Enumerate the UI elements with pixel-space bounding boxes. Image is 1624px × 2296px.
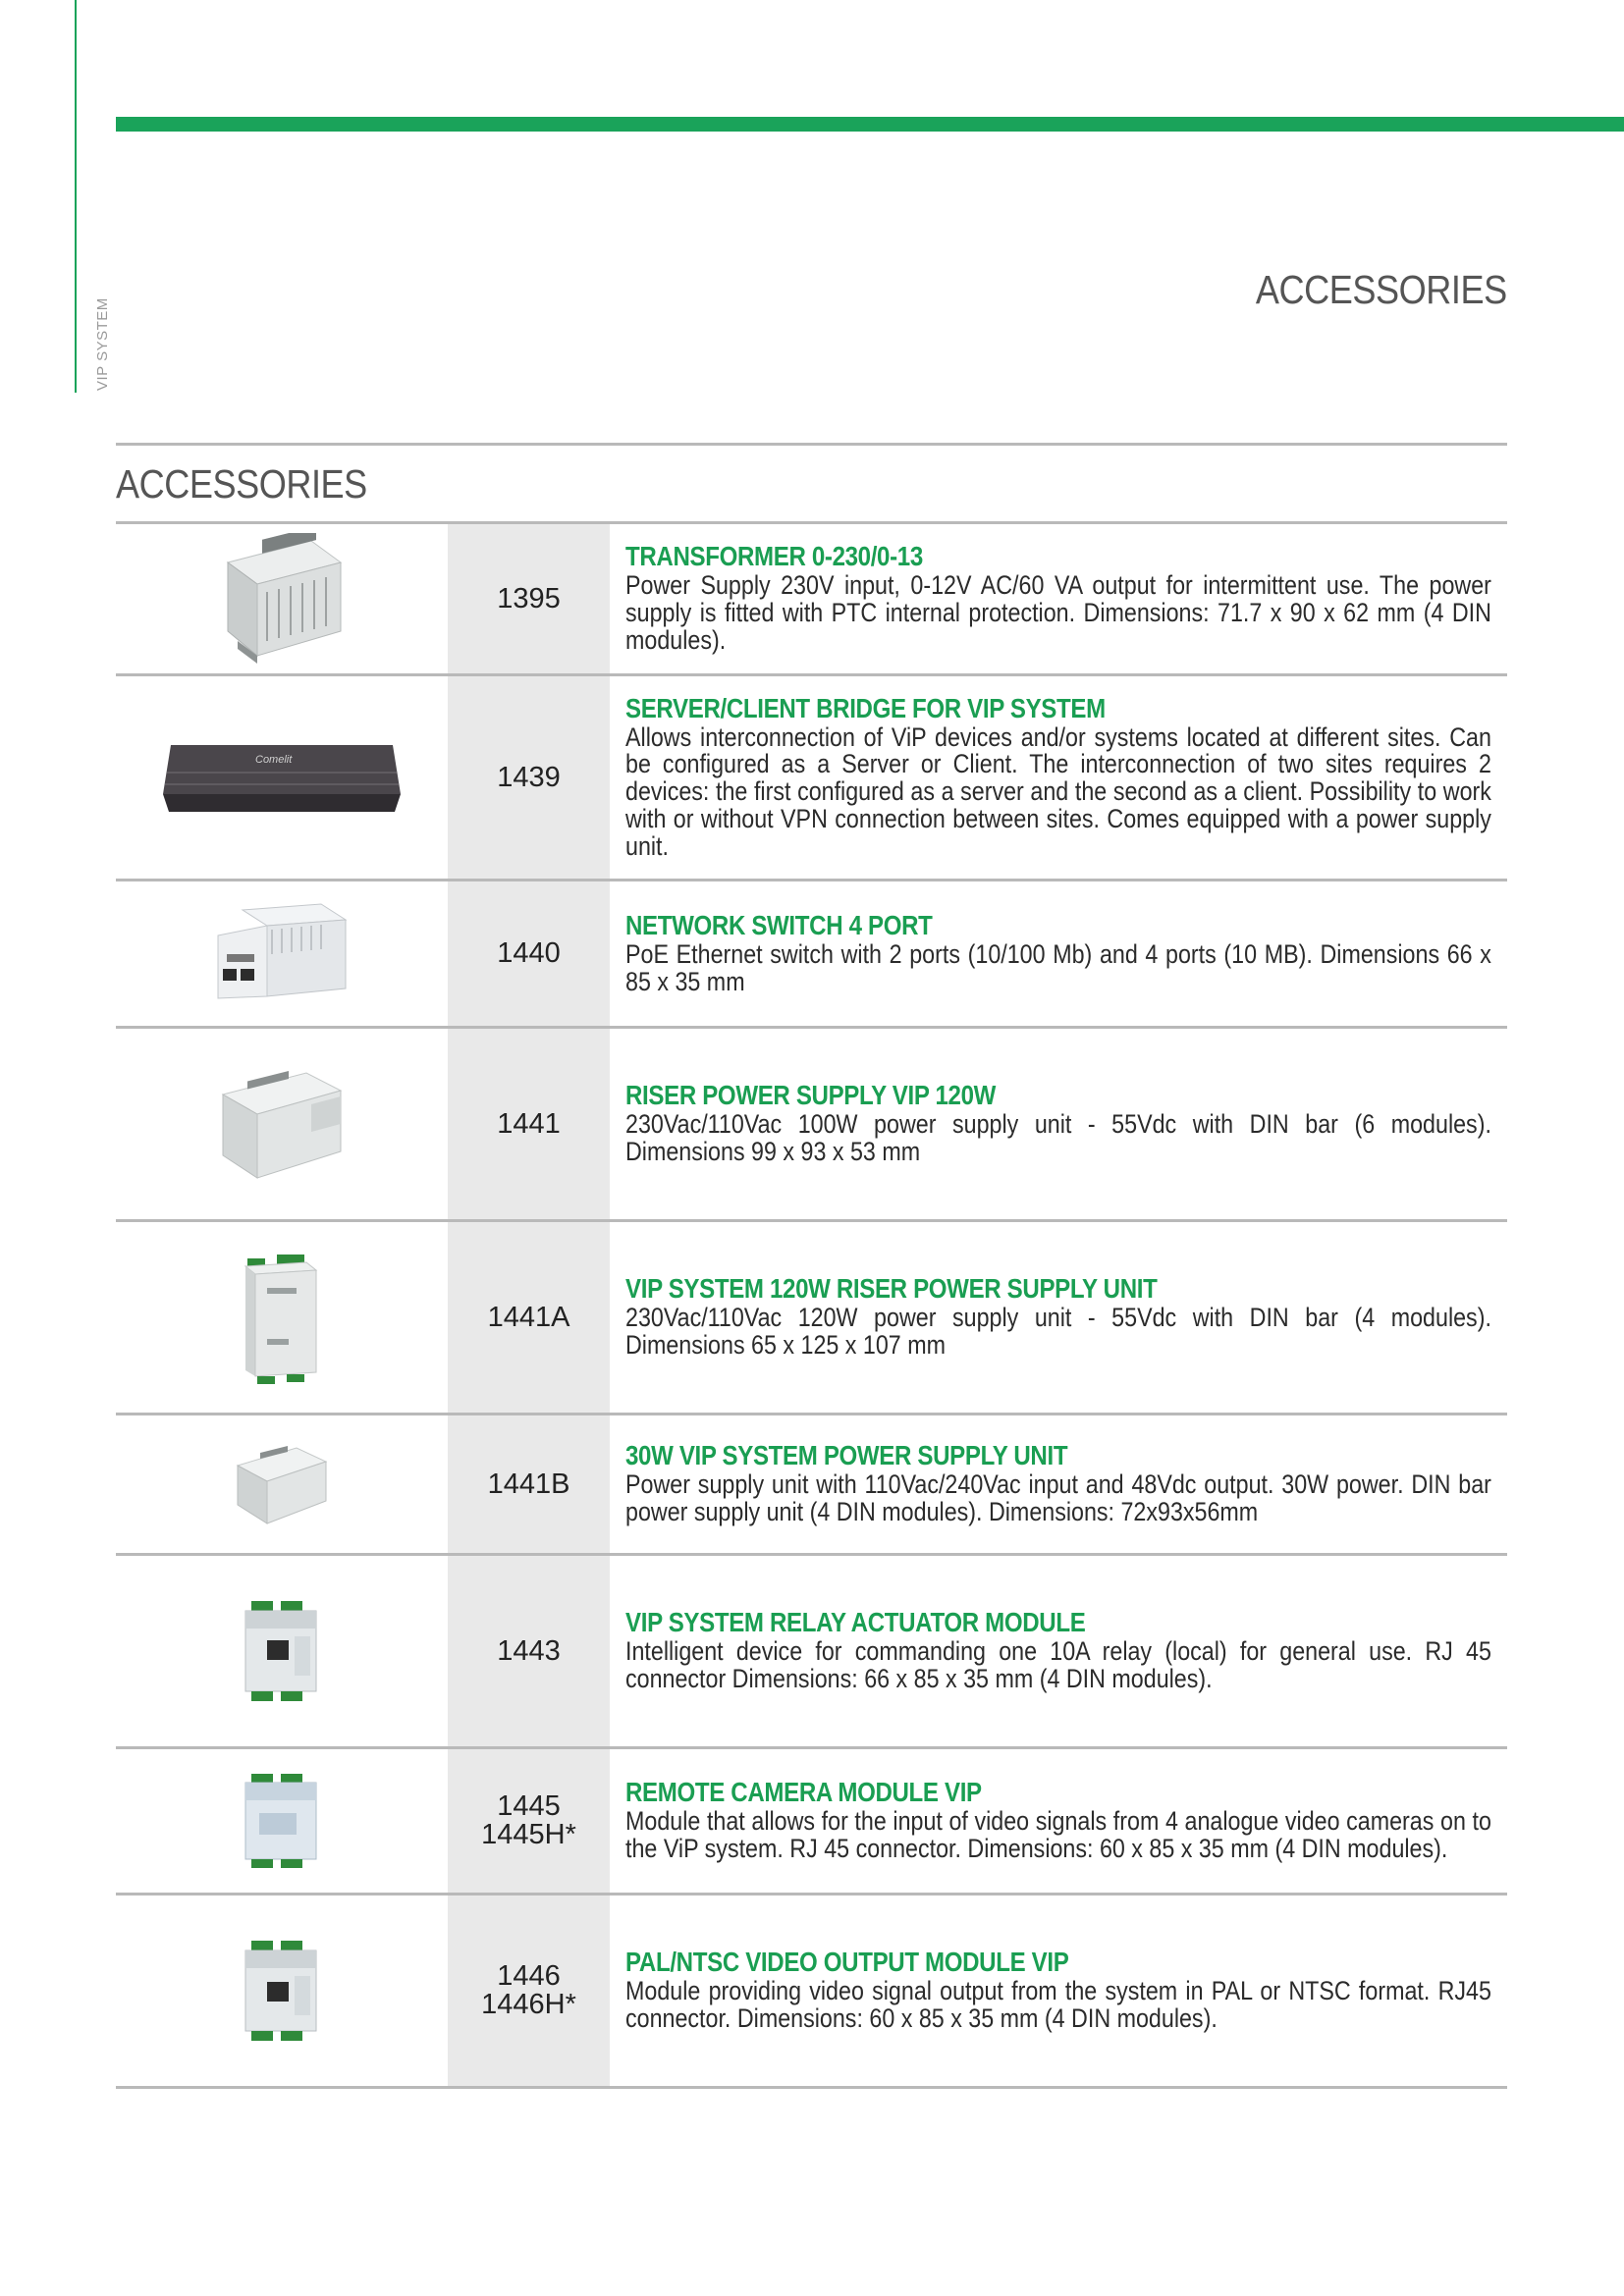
din-power-supply-small-image [233,1440,331,1528]
product-title: TRANSFORMER 0-230/0-13 [625,541,923,572]
header-divider [116,443,1507,446]
product-description-cell [610,1222,1507,1413]
table-row [116,1896,1507,2089]
product-code-cell [448,1415,610,1553]
product-code-variant: 1446H* [481,1989,576,2020]
table-row [116,524,1507,676]
product-title: REMOTE CAMERA MODULE VIP [625,1777,982,1808]
product-code: 1446 [497,1960,561,1992]
product-image-cell [116,1556,448,1746]
side-accent-line [75,0,77,393]
product-image-cell [116,524,448,673]
table-row [116,1222,1507,1415]
table-row [116,1415,1507,1556]
product-code: 1443 [497,1634,561,1667]
table-row [116,676,1507,881]
din-transformer-image [218,533,346,666]
product-description: Power supply unit with 110Vac/240Vac input and 48Vdc output. 30W power. DIN bar power supply unit (4 DIN modules). Dimensions: 72x93x56mm [625,1469,1491,1526]
product-title: VIP SYSTEM 120W RISER POWER SUPPLY UNIT [625,1273,1158,1305]
product-title: PAL/NTSC VIDEO OUTPUT MODULE VIP [625,1947,1069,1978]
product-image-cell [116,1222,448,1413]
product-description: Module providing video signal output from the system in PAL or NTSC format. RJ45 connector. Dimensions: 60 x 85 x 35 mm (4 DIN modules). [625,1976,1491,2033]
product-code-cell [448,1896,610,2086]
top-accent-bar [116,117,1624,132]
page-header-title: ACCESSORIES [1256,267,1507,312]
table-row [116,881,1507,1029]
product-code: 1395 [497,582,561,614]
din-power-supply-image [218,1065,346,1183]
product-description-cell [610,1896,1507,2086]
product-description: PoE Ethernet switch with 2 ports (10/100 Mb) and 4 ports (10 MB). Dimensions 66 x 85 x 35 mm [625,938,1491,996]
product-description: Module that allows for the input of video signals from 4 analogue video cameras on to the ViP system. RJ 45 connector. Dimensions: 60 x 85 x 35 mm (4 DIN modules). [625,1806,1491,1863]
product-image-cell [116,1749,448,1893]
product-description-cell [610,1029,1507,1219]
relay-module-image [238,1597,326,1705]
product-code-cell [448,1556,610,1746]
video-output-module-image [238,1937,326,2045]
product-code: 1441 [497,1107,561,1140]
product-description: Allows interconnection of ViP devices and/or systems located at different sites. Can be configured as a Server or Client. The interconnection of two sites requires 2 devices: the first configured as a server and the second as a client. Possibility to work with or without VPN connection between sites. Comes equipped with a power supply unit. [625,721,1491,861]
product-description: 230Vac/110Vac 100W power supply unit - 55Vdc with DIN bar (6 modules). Dimensions 99 x 93 x 53 mm [625,1109,1491,1166]
table-row [116,1749,1507,1896]
product-code-cell [448,1222,610,1413]
product-code-cell [448,881,610,1026]
product-title: SERVER/CLIENT BRIDGE FOR VIP SYSTEM [625,692,1106,723]
section-title: ACCESSORIES [116,461,367,507]
product-description-cell [610,1556,1507,1746]
product-table [116,521,1507,2089]
product-code-cell [448,1749,610,1893]
product-description: Power Supply 230V input, 0-12V AC/60 VA output for intermittent use. The power supply is fitted with PTC internal protection. Dimensions: 71.7 x 90 x 62 mm (4 DIN modules). [625,570,1491,655]
brand-logo: Comelit [255,754,293,766]
product-image-cell [116,1029,448,1219]
table-row [116,1029,1507,1222]
product-code-cell [448,524,610,673]
product-title: RISER POWER SUPPLY VIP 120W [625,1080,997,1111]
product-description: Intelligent device for commanding one 10A relay (local) for general use. RJ 45 connector Dimensions: 66 x 85 x 35 mm (4 DIN modules). [625,1636,1491,1693]
product-image-cell [116,1896,448,2086]
product-image-cell [116,676,448,879]
tall-power-supply-image [238,1249,326,1386]
network-switch-image [213,900,351,1008]
product-code-cell [448,676,610,879]
product-description-cell [610,1749,1507,1893]
product-code: 1441A [487,1301,570,1333]
product-code: 1445 [497,1790,561,1822]
camera-module-image [238,1772,326,1870]
product-code: 1441B [487,1468,570,1500]
table-row [116,1556,1507,1749]
bridge-router-image [159,733,405,822]
product-title: NETWORK SWITCH 4 PORT [625,909,933,940]
product-title: VIP SYSTEM RELAY ACTUATOR MODULE [625,1607,1086,1638]
product-code-variant: 1445H* [481,1819,576,1850]
product-image-cell [116,1415,448,1553]
product-description-cell [610,881,1507,1026]
product-description-cell [610,676,1507,879]
product-code-cell [448,1029,610,1219]
product-code: 1439 [497,761,561,793]
product-code: 1440 [497,937,561,969]
product-image-cell [116,881,448,1026]
product-description: 230Vac/110Vac 120W power supply unit - 55Vdc with DIN bar (4 modules). Dimensions 65 x 125 x 107 mm [625,1303,1491,1360]
sidebar-section-label: VIP SYSTEM [94,297,111,391]
product-title: 30W VIP SYSTEM POWER SUPPLY UNIT [625,1440,1068,1471]
product-description-cell [610,524,1507,673]
product-description-cell [610,1415,1507,1553]
